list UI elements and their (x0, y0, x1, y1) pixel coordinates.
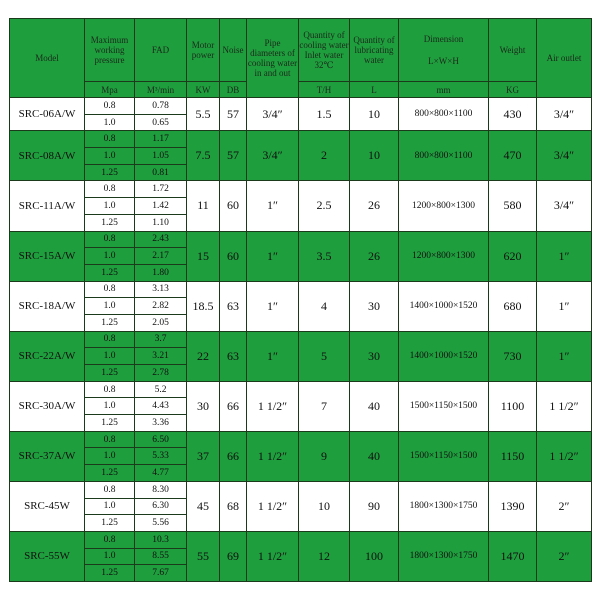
pipe-cell: 3/4″ (247, 131, 299, 181)
lub-cell: 26 (350, 231, 399, 281)
lub-cell: 90 (350, 481, 399, 531)
fad-cell: 6.30 (135, 498, 187, 515)
fad-cell: 2.43 (135, 231, 187, 248)
pressure-cell: 1.0 (85, 498, 135, 515)
motor-cell: 37 (187, 431, 220, 481)
motor-cell: 22 (187, 331, 220, 381)
header-cooling (299, 19, 350, 82)
pressure-cell: 1.0 (85, 548, 135, 565)
table-row (10, 531, 592, 548)
pressure-cell: 0.8 (85, 231, 135, 248)
dimension-cell: 1500×1150×1500 (399, 381, 489, 431)
dimension-cell: 1800×1300×1750 (399, 481, 489, 531)
model-cell: SRC-22A/W (10, 331, 85, 381)
fad-cell: 1.05 (135, 148, 187, 165)
cooling-cell: 9 (299, 431, 350, 481)
dimension-cell: 1200×800×1300 (399, 181, 489, 231)
pressure-cell: 0.8 (85, 331, 135, 348)
header-dimension-sub: L×W×H (428, 56, 459, 66)
unit-cooling: T/H (299, 82, 350, 98)
motor-cell: 5.5 (187, 98, 220, 131)
pressure-cell: 0.8 (85, 181, 135, 198)
pressure-cell: 1.25 (85, 515, 135, 532)
pressure-cell: 0.8 (85, 131, 135, 148)
spec-table (9, 18, 592, 582)
cooling-cell: 2.5 (299, 181, 350, 231)
motor-cell: 11 (187, 181, 220, 231)
fad-cell: 2.17 (135, 248, 187, 265)
unit-noise: DB (220, 82, 247, 98)
unit-pressure: Mpa (85, 82, 135, 98)
header-dimension-label: Dimension (423, 34, 464, 44)
table-row (10, 431, 592, 448)
noise-cell: 66 (220, 431, 247, 481)
model-cell: SRC-06A/W (10, 98, 85, 131)
pressure-cell: 1.0 (85, 298, 135, 315)
model-cell: SRC-08A/W (10, 131, 85, 181)
fad-cell: 2.82 (135, 298, 187, 315)
model-cell: SRC-37A/W (10, 431, 85, 481)
fad-cell: 2.78 (135, 365, 187, 382)
pipe-cell: 1 1/2″ (247, 381, 299, 431)
header-pipe: Pipe diameters of cooling water in and out (247, 19, 299, 98)
outlet-cell: 1″ (537, 231, 592, 281)
motor-cell: 7.5 (187, 131, 220, 181)
table-row (10, 231, 592, 248)
outlet-cell: 3/4″ (537, 131, 592, 181)
pressure-cell: 1.25 (85, 264, 135, 281)
pressure-cell: 1.25 (85, 465, 135, 482)
fad-cell: 1.17 (135, 131, 187, 148)
model-cell: SRC-45W (10, 481, 85, 531)
noise-cell: 63 (220, 331, 247, 381)
header-lub: Quantity of lubricating water (350, 19, 399, 82)
outlet-cell: 1″ (537, 281, 592, 331)
fad-cell: 0.65 (135, 114, 187, 131)
unit-row (10, 82, 592, 98)
dimension-cell: 1400×1000×1520 (399, 281, 489, 331)
header-weight: Weight (489, 19, 537, 82)
noise-cell: 69 (220, 531, 247, 581)
noise-cell: 66 (220, 381, 247, 431)
fad-cell: 0.81 (135, 164, 187, 181)
noise-cell: 57 (220, 98, 247, 131)
unit-weight: KG (489, 82, 537, 98)
fad-cell: 3.7 (135, 331, 187, 348)
fad-cell: 1.10 (135, 214, 187, 231)
fad-cell: 10.3 (135, 531, 187, 548)
lub-cell: 10 (350, 131, 399, 181)
cooling-cell: 3.5 (299, 231, 350, 281)
weight-cell: 1390 (489, 481, 537, 531)
weight-cell: 680 (489, 281, 537, 331)
model-cell: SRC-18A/W (10, 281, 85, 331)
header-dimension (399, 19, 489, 82)
cooling-cell: 5 (299, 331, 350, 381)
pressure-cell: 1.0 (85, 148, 135, 165)
model-cell: SRC-55W (10, 531, 85, 581)
lub-cell: 30 (350, 331, 399, 381)
outlet-cell: 3/4″ (537, 98, 592, 131)
outlet-cell: 1 1/2″ (537, 431, 592, 481)
header-noise: Noise (220, 19, 247, 82)
lub-cell: 26 (350, 181, 399, 231)
lub-cell: 40 (350, 431, 399, 481)
pipe-cell: 1″ (247, 331, 299, 381)
outlet-cell: 3/4″ (537, 181, 592, 231)
table-row (10, 481, 592, 498)
fad-cell: 2.05 (135, 314, 187, 331)
pipe-cell: 3/4″ (247, 98, 299, 131)
pressure-cell: 1.0 (85, 398, 135, 415)
dimension-cell: 1500×1150×1500 (399, 431, 489, 481)
header-model: Model (10, 19, 85, 98)
pipe-cell: 1″ (247, 281, 299, 331)
pressure-cell: 0.8 (85, 98, 135, 115)
noise-cell: 60 (220, 181, 247, 231)
fad-cell: 8.55 (135, 548, 187, 565)
outlet-cell: 2″ (537, 531, 592, 581)
fad-cell: 1.80 (135, 264, 187, 281)
lub-cell: 10 (350, 98, 399, 131)
header-pressure: Maximum working pressure (85, 19, 135, 82)
pressure-cell: 1.25 (85, 314, 135, 331)
motor-cell: 45 (187, 481, 220, 531)
pipe-cell: 1″ (247, 181, 299, 231)
fad-cell: 4.77 (135, 465, 187, 482)
pressure-cell: 0.8 (85, 531, 135, 548)
table-row (10, 281, 592, 298)
noise-cell: 63 (220, 281, 247, 331)
unit-lub: L (350, 82, 399, 98)
pressure-cell: 1.0 (85, 448, 135, 465)
model-cell: SRC-15A/W (10, 231, 85, 281)
noise-cell: 60 (220, 231, 247, 281)
fad-cell: 5.56 (135, 515, 187, 532)
fad-cell: 7.67 (135, 565, 187, 582)
weight-cell: 1470 (489, 531, 537, 581)
weight-cell: 620 (489, 231, 537, 281)
pressure-cell: 0.8 (85, 281, 135, 298)
weight-cell: 470 (489, 131, 537, 181)
unit-fad: M³/min (135, 82, 187, 98)
fad-cell: 4.43 (135, 398, 187, 415)
weight-cell: 1150 (489, 431, 537, 481)
outlet-cell: 2″ (537, 481, 592, 531)
fad-cell: 3.13 (135, 281, 187, 298)
header-row (10, 19, 592, 82)
table-row (10, 131, 592, 148)
cooling-cell: 10 (299, 481, 350, 531)
cooling-cell: 12 (299, 531, 350, 581)
fad-cell: 6.50 (135, 431, 187, 448)
fad-cell: 5.2 (135, 381, 187, 398)
pressure-cell: 1.0 (85, 248, 135, 265)
pipe-cell: 1 1/2″ (247, 431, 299, 481)
fad-cell: 3.36 (135, 415, 187, 432)
fad-cell: 0.78 (135, 98, 187, 115)
header-outlet: Air outlet (537, 19, 592, 98)
cooling-cell: 2 (299, 131, 350, 181)
cooling-cell: 4 (299, 281, 350, 331)
motor-cell: 55 (187, 531, 220, 581)
header-inlet-label: Inlet water 32℃ (304, 50, 344, 70)
lub-cell: 100 (350, 531, 399, 581)
header-cooling-label: Quantity of cooling water (299, 30, 349, 50)
model-cell: SRC-11A/W (10, 181, 85, 231)
pipe-cell: 1 1/2″ (247, 481, 299, 531)
table-row (10, 181, 592, 198)
table-row (10, 98, 592, 115)
noise-cell: 68 (220, 481, 247, 531)
cooling-cell: 1.5 (299, 98, 350, 131)
weight-cell: 430 (489, 98, 537, 131)
weight-cell: 1100 (489, 381, 537, 431)
lub-cell: 40 (350, 381, 399, 431)
unit-dimension: mm (399, 82, 489, 98)
outlet-cell: 1″ (537, 331, 592, 381)
fad-cell: 1.42 (135, 198, 187, 215)
table-row (10, 331, 592, 348)
dimension-cell: 800×800×1100 (399, 131, 489, 181)
fad-cell: 5.33 (135, 448, 187, 465)
fad-cell: 3.21 (135, 348, 187, 365)
pipe-cell: 1″ (247, 231, 299, 281)
lub-cell: 30 (350, 281, 399, 331)
header-motor: Motor power (187, 19, 220, 82)
unit-motor: KW (187, 82, 220, 98)
weight-cell: 730 (489, 331, 537, 381)
weight-cell: 580 (489, 181, 537, 231)
noise-cell: 57 (220, 131, 247, 181)
pressure-cell: 1.25 (85, 415, 135, 432)
cooling-cell: 7 (299, 381, 350, 431)
dimension-cell: 800×800×1100 (399, 98, 489, 131)
pressure-cell: 1.0 (85, 198, 135, 215)
pressure-cell: 1.25 (85, 565, 135, 582)
table-row (10, 381, 592, 398)
pressure-cell: 1.25 (85, 365, 135, 382)
motor-cell: 18.5 (187, 281, 220, 331)
header-fad: FAD (135, 19, 187, 82)
dimension-cell: 1200×800×1300 (399, 231, 489, 281)
pressure-cell: 1.0 (85, 348, 135, 365)
pressure-cell: 1.0 (85, 114, 135, 131)
dimension-cell: 1800×1300×1750 (399, 531, 489, 581)
fad-cell: 8.30 (135, 481, 187, 498)
motor-cell: 15 (187, 231, 220, 281)
pressure-cell: 1.25 (85, 164, 135, 181)
model-cell: SRC-30A/W (10, 381, 85, 431)
fad-cell: 1.72 (135, 181, 187, 198)
dimension-cell: 1400×1000×1520 (399, 331, 489, 381)
pressure-cell: 0.8 (85, 431, 135, 448)
outlet-cell: 1 1/2″ (537, 381, 592, 431)
pipe-cell: 1 1/2″ (247, 531, 299, 581)
pressure-cell: 0.8 (85, 381, 135, 398)
motor-cell: 30 (187, 381, 220, 431)
pressure-cell: 0.8 (85, 481, 135, 498)
pressure-cell: 1.25 (85, 214, 135, 231)
